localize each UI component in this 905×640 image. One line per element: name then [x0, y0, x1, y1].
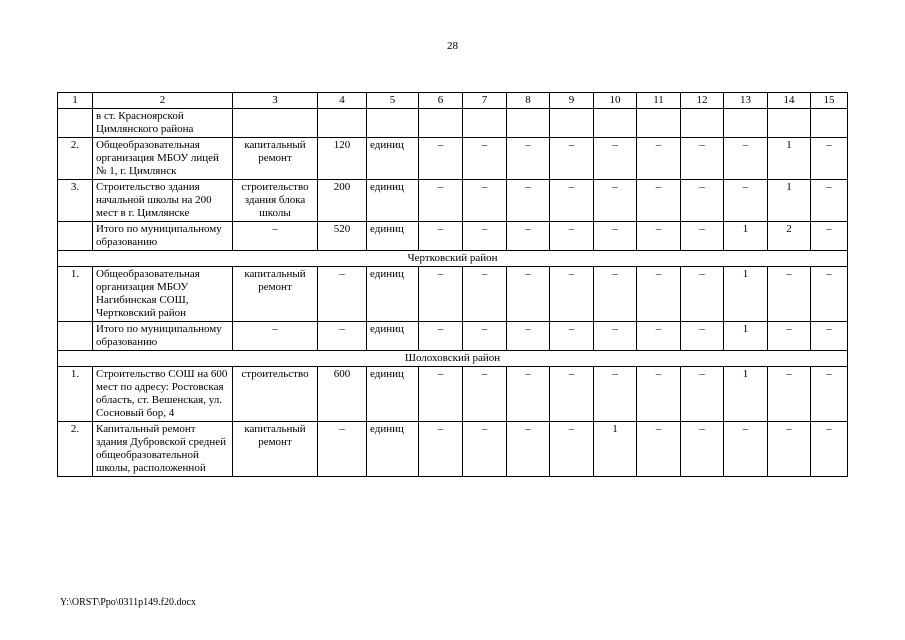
capacity-cell: – [318, 267, 367, 322]
year-value-cell [594, 109, 637, 138]
unit-cell: единиц [367, 138, 419, 180]
year-value-cell: – [463, 322, 507, 351]
year-value-cell: – [681, 422, 724, 477]
year-value-cell: – [681, 367, 724, 422]
year-value-cell: – [811, 322, 848, 351]
column-header: 1 [58, 93, 93, 109]
year-value-cell: – [681, 138, 724, 180]
year-value-cell: – [768, 422, 811, 477]
capacity-cell: 600 [318, 367, 367, 422]
unit-cell: единиц [367, 180, 419, 222]
work-type-cell: – [233, 222, 318, 251]
column-header: 10 [594, 93, 637, 109]
unit-cell [367, 109, 419, 138]
year-value-cell: – [768, 267, 811, 322]
year-value-cell: 1 [594, 422, 637, 477]
work-type-cell: капитальный ремонт [233, 267, 318, 322]
column-header: 3 [233, 93, 318, 109]
year-value-cell: – [419, 422, 463, 477]
year-value-cell [463, 109, 507, 138]
work-type-cell: – [233, 322, 318, 351]
year-value-cell: – [637, 267, 681, 322]
object-name-cell: Строительство здания начальной школы на 200 мест в г. Цимлянске [93, 180, 233, 222]
year-value-cell: – [419, 180, 463, 222]
year-value-cell: – [463, 422, 507, 477]
table-row [58, 367, 848, 422]
column-header: 12 [681, 93, 724, 109]
year-value-cell: – [463, 222, 507, 251]
section-heading-row [58, 351, 848, 367]
year-value-cell [419, 109, 463, 138]
year-value-cell: – [507, 322, 550, 351]
unit-cell: единиц [367, 367, 419, 422]
year-value-cell: – [811, 422, 848, 477]
column-header: 7 [463, 93, 507, 109]
year-value-cell: – [419, 267, 463, 322]
year-value-cell: – [724, 180, 768, 222]
section-heading: Чертковский район [58, 251, 848, 267]
object-name-cell: Общеобразовательная организация МБОУ Нагибинская СОШ, Чертковский район [93, 267, 233, 322]
unit-cell: единиц [367, 322, 419, 351]
year-value-cell: – [507, 138, 550, 180]
table-row [58, 322, 848, 351]
column-header: 8 [507, 93, 550, 109]
row-number-cell: 1. [58, 367, 93, 422]
table-row [58, 267, 848, 322]
year-value-cell: – [550, 367, 594, 422]
year-value-cell: – [681, 322, 724, 351]
year-value-cell: – [768, 367, 811, 422]
year-value-cell: – [594, 138, 637, 180]
column-header: 5 [367, 93, 419, 109]
column-header: 6 [419, 93, 463, 109]
year-value-cell: 1 [724, 222, 768, 251]
year-value-cell: – [811, 267, 848, 322]
table-row [58, 180, 848, 222]
year-value-cell: – [811, 180, 848, 222]
year-value-cell: – [419, 222, 463, 251]
year-value-cell: – [681, 180, 724, 222]
year-value-cell: – [637, 222, 681, 251]
capacity-cell: – [318, 422, 367, 477]
table-body [58, 93, 848, 477]
column-header: 11 [637, 93, 681, 109]
year-value-cell: – [507, 222, 550, 251]
year-value-cell: – [463, 367, 507, 422]
year-value-cell: – [550, 222, 594, 251]
year-value-cell: – [419, 367, 463, 422]
year-value-cell: – [550, 422, 594, 477]
year-value-cell: – [811, 222, 848, 251]
year-value-cell [637, 109, 681, 138]
capacity-cell [318, 109, 367, 138]
work-type-cell: строительство [233, 367, 318, 422]
year-value-cell: 1 [724, 322, 768, 351]
year-value-cell: – [681, 222, 724, 251]
document-table [57, 92, 848, 477]
column-header: 13 [724, 93, 768, 109]
year-value-cell: – [550, 180, 594, 222]
table-row [58, 109, 848, 138]
year-value-cell: – [637, 180, 681, 222]
row-number-cell: 3. [58, 180, 93, 222]
year-value-cell: – [724, 422, 768, 477]
object-name-cell: Строительство СОШ на 600 мест по адресу: Ростовская область, ст. Вешенская, ул. Сосновый бор, 4 [93, 367, 233, 422]
section-heading-row [58, 251, 848, 267]
object-name-cell: Капитальный ремонт здания Дубровской средней общеобразовательной школы, расположенной [93, 422, 233, 477]
year-value-cell: – [507, 367, 550, 422]
year-value-cell: – [681, 267, 724, 322]
year-value-cell [768, 109, 811, 138]
row-number-cell: 1. [58, 267, 93, 322]
year-value-cell: – [594, 180, 637, 222]
table-row [58, 422, 848, 477]
year-value-cell: 2 [768, 222, 811, 251]
capacity-cell: 120 [318, 138, 367, 180]
year-value-cell [550, 109, 594, 138]
year-value-cell: – [594, 367, 637, 422]
unit-cell: единиц [367, 422, 419, 477]
row-number-cell [58, 109, 93, 138]
year-value-cell [724, 109, 768, 138]
column-header: 15 [811, 93, 848, 109]
year-value-cell: – [724, 138, 768, 180]
capacity-cell: 200 [318, 180, 367, 222]
year-value-cell: – [463, 267, 507, 322]
year-value-cell: – [768, 322, 811, 351]
capacity-cell: – [318, 322, 367, 351]
work-type-cell: строительство здания блока школы [233, 180, 318, 222]
year-value-cell: – [550, 138, 594, 180]
year-value-cell: – [550, 267, 594, 322]
year-value-cell: – [811, 367, 848, 422]
page-number: 28 [447, 40, 458, 52]
object-name-cell: в ст. Красноярской Цимлянского района [93, 109, 233, 138]
year-value-cell: – [463, 180, 507, 222]
work-type-cell: капитальный ремонт [233, 422, 318, 477]
year-value-cell: – [507, 422, 550, 477]
table-header-row [58, 93, 848, 109]
table-row [58, 138, 848, 180]
row-number-cell [58, 222, 93, 251]
column-header: 14 [768, 93, 811, 109]
object-name-cell: Общеобразовательная организация МБОУ лицей № 1, г. Цимлянск [93, 138, 233, 180]
unit-cell: единиц [367, 222, 419, 251]
row-number-cell: 2. [58, 422, 93, 477]
work-type-cell: капитальный ремонт [233, 138, 318, 180]
year-value-cell: – [550, 322, 594, 351]
footer-file-path: Y:\ORST\Ppo\0311p149.f20.docx [60, 597, 196, 608]
year-value-cell: 1 [768, 138, 811, 180]
column-header: 2 [93, 93, 233, 109]
column-header: 9 [550, 93, 594, 109]
year-value-cell: 1 [724, 267, 768, 322]
unit-cell: единиц [367, 267, 419, 322]
year-value-cell: – [637, 422, 681, 477]
year-value-cell: – [637, 138, 681, 180]
year-value-cell [681, 109, 724, 138]
table-row [58, 222, 848, 251]
year-value-cell: – [811, 138, 848, 180]
year-value-cell [507, 109, 550, 138]
year-value-cell: – [507, 180, 550, 222]
year-value-cell: 1 [724, 367, 768, 422]
year-value-cell: – [463, 138, 507, 180]
capacity-cell: 520 [318, 222, 367, 251]
object-name-cell: Итого по муниципальному образованию [93, 222, 233, 251]
year-value-cell: – [507, 267, 550, 322]
year-value-cell: – [419, 138, 463, 180]
year-value-cell: – [419, 322, 463, 351]
row-number-cell [58, 322, 93, 351]
section-heading: Шолоховский район [58, 351, 848, 367]
row-number-cell: 2. [58, 138, 93, 180]
year-value-cell: – [594, 267, 637, 322]
year-value-cell: 1 [768, 180, 811, 222]
object-name-cell: Итого по муниципальному образованию [93, 322, 233, 351]
year-value-cell: – [594, 222, 637, 251]
year-value-cell [811, 109, 848, 138]
column-header: 4 [318, 93, 367, 109]
year-value-cell: – [637, 322, 681, 351]
year-value-cell: – [594, 322, 637, 351]
work-type-cell [233, 109, 318, 138]
year-value-cell: – [637, 367, 681, 422]
